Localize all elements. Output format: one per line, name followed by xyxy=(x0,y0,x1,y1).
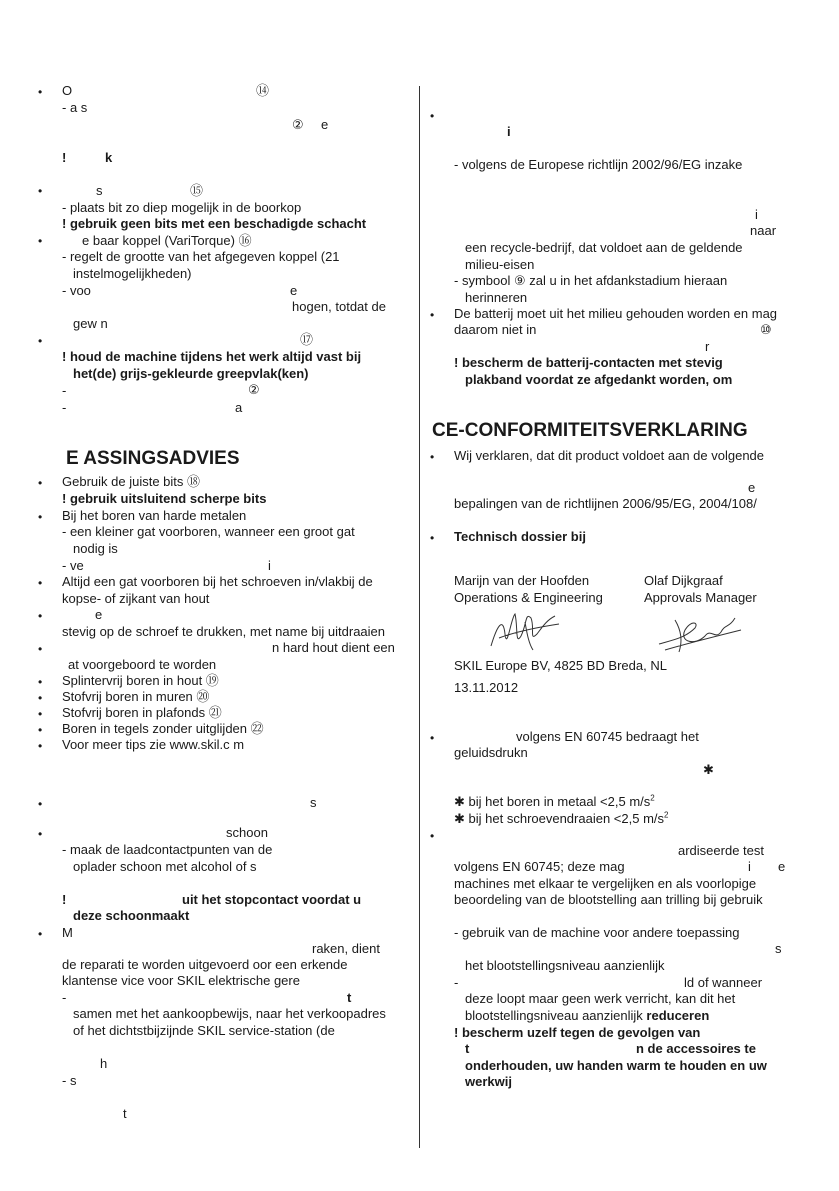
bullet: • xyxy=(38,609,43,623)
signer-name: Olaf Dijkgraaf xyxy=(644,573,723,588)
warning-line: werkwij xyxy=(465,1074,512,1089)
bullet: • xyxy=(430,109,435,123)
warning-line: ! gebruik uitsluitend scherpe bits xyxy=(62,491,267,506)
text-line xyxy=(465,1008,709,1024)
text-line: gew n xyxy=(73,316,108,331)
text-line: - symbool ⑨ zal u in het afdankstadium hieraan xyxy=(454,273,728,288)
text-line: milieu-eisen xyxy=(465,257,535,272)
bullet: • xyxy=(38,85,43,99)
text-line: - maak de laadcontactpunten van de xyxy=(62,842,273,857)
vibration-text: bij het schroevendraaien <2,5 m/s xyxy=(468,811,665,826)
figure-ref: ⑩ xyxy=(760,322,772,337)
text-line: ardiseerde test xyxy=(678,843,764,858)
text-line: geluidsdrukn xyxy=(454,745,528,760)
text-line: raken, dient xyxy=(312,941,380,956)
text-line: Gebruik de juiste bits ⑱ xyxy=(62,474,201,489)
figure-ref: ⑭ xyxy=(256,83,270,98)
vibration-value xyxy=(454,794,655,810)
text-line: - regelt de grootte van het afgegeven koppel (21 xyxy=(62,249,340,264)
warning-line: t xyxy=(465,1041,470,1056)
ce-heading-text: CE-CONFORMITEITSVERKLARING xyxy=(432,420,748,441)
signature-image xyxy=(655,610,745,656)
vibration-text: bij het boren in metaal <2,5 m/s xyxy=(468,794,651,809)
text-line: klantense vice voor SKIL elektrische gere xyxy=(62,973,300,988)
warning-line: ! gebruik geen bits met een beschadigde schacht xyxy=(62,216,367,231)
list-item: Splintervrij boren in hout ⑲ xyxy=(62,673,219,688)
text-line: De batterij moet uit het milieu gehouden worden en mag xyxy=(454,306,778,321)
text-line: samen met het aankoopbewijs, naar het verkoopadres xyxy=(73,1006,386,1021)
section-heading xyxy=(432,420,748,442)
bullet: • xyxy=(38,739,43,753)
bullet: • xyxy=(430,308,435,322)
text-line: O xyxy=(62,83,73,98)
list-item: Boren in tegels zonder uitglijden ㉒ xyxy=(62,721,264,736)
text-line: nodig is xyxy=(73,541,118,556)
superscript: 2 xyxy=(650,793,655,803)
bullet: • xyxy=(38,184,43,198)
text-line: oplader schoon met alcohol of s xyxy=(73,859,257,874)
bullet: • xyxy=(38,797,43,811)
text-line: bepalingen van de richtlijnen 2006/95/EG, 2004/108/ xyxy=(454,496,757,511)
signer-name: Marijn van der Hoofden xyxy=(454,573,590,588)
bullet: • xyxy=(38,234,43,248)
declaration-date: 13.11.2012 xyxy=(454,680,519,695)
text-line: - plaats bit zo diep mogelijk in de boorkop xyxy=(62,200,302,215)
text-line: - xyxy=(62,383,67,398)
bullet: • xyxy=(38,675,43,689)
warning-mark: ! xyxy=(62,892,67,907)
text-line: - a s xyxy=(62,100,88,115)
vibration-value xyxy=(454,811,668,827)
bullet: • xyxy=(38,707,43,721)
text-line: k xyxy=(105,150,113,165)
text-line: t xyxy=(347,990,352,1005)
text-line: of het dichtstbijzijnde SKIL service-station (de xyxy=(73,1023,335,1038)
warning-line: deze schoonmaakt xyxy=(73,908,190,923)
bullet: • xyxy=(38,576,43,590)
bullet: • xyxy=(38,476,43,490)
text-line: stevig op de schroef te drukken, met name bij uitdraaien xyxy=(62,624,386,639)
warning-line: onderhouden, uw handen warm te houden en uw xyxy=(465,1058,767,1073)
warning-line: uit het stopcontact voordat u xyxy=(182,892,362,907)
bullet: • xyxy=(38,723,43,737)
text-line: Bij het boren van harde metalen xyxy=(62,508,247,523)
bullet: • xyxy=(430,829,435,843)
warning-line: ! bescherm uzelf tegen de gevolgen van xyxy=(454,1025,701,1040)
warning-line: het(de) grijs-gekleurde greepvlak(ken) xyxy=(73,366,309,381)
text-line: - volgens de Europese richtlijn 2002/96/EG inzake xyxy=(454,157,743,172)
text-line: Wij verklaren, dat dit product voldoet aan de volgende xyxy=(454,448,765,463)
text-line: e baar koppel (VariTorque) ⑯ xyxy=(82,233,252,248)
text-line: - xyxy=(62,990,67,1005)
text-line: het blootstellingsniveau aanzienlijk xyxy=(465,958,665,973)
list-item: Stofvrij boren in muren ⑳ xyxy=(62,689,210,704)
text-line: h xyxy=(100,1056,108,1071)
warning-line: n de accessoires te xyxy=(636,1041,756,1056)
figure-ref: ⑮ xyxy=(190,183,204,198)
text-line: e xyxy=(290,283,298,298)
column-divider xyxy=(419,86,420,1148)
text-line: hogen, totdat de xyxy=(292,299,386,314)
signer-role: Operations & Engineering xyxy=(454,590,603,605)
text-line: t xyxy=(123,1106,127,1121)
signer-role: Approvals Manager xyxy=(644,590,757,605)
signature-image xyxy=(485,606,565,656)
asterisk-mark: ✱ xyxy=(454,794,465,809)
bullet: • xyxy=(430,731,435,745)
superscript: 2 xyxy=(664,810,669,820)
text-line: Altijd een gat voorboren bij het schroeven in/vlakbij de xyxy=(62,574,373,589)
text-line: deze loopt maar geen werk verricht, kan dit het xyxy=(465,991,736,1006)
text-line: i xyxy=(755,207,758,222)
text-line: i xyxy=(268,558,271,573)
text-line: Technisch dossier bij xyxy=(454,529,586,544)
text-line: naar xyxy=(750,223,777,238)
text-line: r xyxy=(705,339,710,354)
text-segment: blootstellingsniveau aanzienlijk xyxy=(465,1008,643,1023)
text-line: e xyxy=(95,607,103,622)
text-line: schoon xyxy=(226,825,268,840)
figure-ref: ② xyxy=(292,117,304,132)
bullet: • xyxy=(430,531,435,545)
text-line: machines met elkaar te vergelijken en als voorlopige xyxy=(454,876,757,891)
bullet: • xyxy=(430,450,435,464)
text-line: instelmogelijkheden) xyxy=(73,266,192,281)
text-line: s xyxy=(96,183,103,198)
figure-ref: ② xyxy=(248,382,260,397)
text-line: herinneren xyxy=(465,290,528,305)
text-line: - gebruik van de machine voor andere toepassing xyxy=(454,925,740,940)
text-line: n hard hout dient een xyxy=(272,640,395,655)
warning-line: ! bescherm de batterij-contacten met stevig xyxy=(454,355,723,370)
bullet: • xyxy=(38,927,43,941)
asterisk-mark: ✱ xyxy=(703,762,714,777)
bullet: • xyxy=(38,334,43,348)
warning-mark: ! xyxy=(62,150,67,165)
text-line: i xyxy=(748,859,751,874)
text-line: beoordeling van de blootstelling aan trilling bij gebruik xyxy=(454,892,763,907)
text-line: kopse- of zijkant van hout xyxy=(62,591,210,606)
text-line: - xyxy=(454,975,459,990)
bullet: • xyxy=(38,642,43,656)
text-line: M xyxy=(62,925,73,940)
warning-line: ! houd de machine tijdens het werk altijd vast bij xyxy=(62,349,362,364)
list-item: Voor meer tips zie www.skil.c m xyxy=(62,737,245,752)
text-line: s xyxy=(775,941,782,956)
section-heading: E ASSINGSADVIES xyxy=(66,448,240,469)
warning-line: plakband voordat ze afgedankt worden, om xyxy=(465,372,733,387)
bullet: • xyxy=(38,827,43,841)
text-line: daarom niet in xyxy=(454,322,537,337)
figure-ref: ⑰ xyxy=(300,332,314,347)
list-item: Stofvrij boren in plafonds ㉑ xyxy=(62,705,222,720)
asterisk-mark: ✱ xyxy=(454,811,465,826)
text-line: - xyxy=(62,400,67,415)
text-segment: reduceren xyxy=(646,1008,710,1023)
text-line: e xyxy=(778,859,786,874)
company-address: SKIL Europe BV, 4825 BD Breda, NL xyxy=(454,658,667,673)
text-line: volgens EN 60745; deze mag xyxy=(454,859,625,874)
text-line: - een kleiner gat voorboren, wanneer een groot gat xyxy=(62,524,355,539)
text-line: at voorgeboord te worden xyxy=(68,657,217,672)
bullet: • xyxy=(38,510,43,524)
text-line: een recycle-bedrijf, dat voldoet aan de geldende xyxy=(465,240,743,255)
text-line: - ve xyxy=(62,558,84,573)
text-line: ld of wanneer xyxy=(684,975,763,990)
text-line: e xyxy=(321,117,329,132)
text-line: e xyxy=(748,480,756,495)
text-line: de reparati te worden uitgevoerd oor een erkende xyxy=(62,957,348,972)
bullet: • xyxy=(38,691,43,705)
text-line: i xyxy=(507,124,511,139)
text-line: - voo xyxy=(62,283,91,298)
text-line: s xyxy=(310,795,317,810)
text-line: - s xyxy=(62,1073,77,1088)
text-line: volgens EN 60745 bedraagt het xyxy=(516,729,699,744)
text-line: a xyxy=(235,400,243,415)
